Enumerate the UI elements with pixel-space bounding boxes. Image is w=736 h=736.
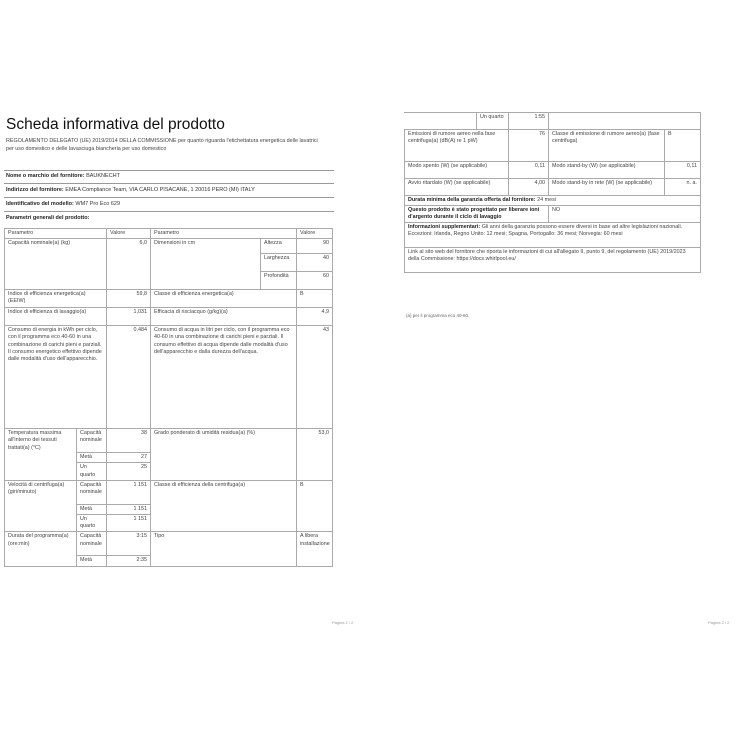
- table-cell: B: [297, 290, 333, 308]
- table-cell: 0,11: [665, 162, 701, 179]
- table-cell: Classe di efficienza energetica(a): [151, 290, 297, 308]
- footnote: (a) per il programma eco 40-60.: [406, 313, 470, 318]
- table-cell: Avvio ritardato (W) (se applicabile): [405, 179, 509, 196]
- table-cell: 53,0: [297, 429, 333, 481]
- divider: [4, 183, 334, 184]
- table-cell: Metà: [77, 504, 107, 514]
- table-row: [405, 162, 701, 179]
- table-cell: Tipo: [151, 532, 297, 566]
- table-cell: Modo stand-by in rete (W) (se applicabile): [549, 179, 665, 196]
- table-cell: 38: [107, 429, 151, 453]
- table-cell: Dimensioni in cm: [151, 239, 261, 290]
- table-cell: Un quarto: [77, 515, 107, 532]
- divider: [4, 211, 334, 212]
- table-cell: 90: [297, 239, 333, 254]
- table-cell: 25: [107, 463, 151, 480]
- column-header: Parametro: [151, 229, 297, 239]
- table-cell: 0,11: [509, 162, 549, 179]
- table-row: [405, 223, 701, 248]
- table-cell: 76: [509, 130, 549, 162]
- regulation-intro: REGOLAMENTO DELEGATO (UE) 2019/2014 DELLA COMMISSIONE per quanto riguarda l'etichettatura energetica delle lavatrici per uso domestico e delle lavasciuga biancheria per uso domestico: [6, 138, 318, 152]
- additional-info-label: Informazioni supplementari:: [408, 224, 481, 230]
- table-cell: Efficacia di risciacquo (g/kg)(a): [151, 308, 297, 326]
- table-row: [405, 130, 701, 162]
- address-label: Indirizzo del fornitore:: [6, 187, 64, 193]
- table-cell: B: [665, 130, 701, 162]
- model-label: Identificativo del modello:: [6, 201, 74, 207]
- parameters-table: [4, 228, 333, 567]
- table-cell: Classe di efficienza della centrifuga(a): [151, 480, 297, 532]
- table-cell: 4,9: [297, 308, 333, 326]
- table-row: [405, 179, 701, 196]
- table-cell: B: [297, 480, 333, 532]
- table-cell: 1 151: [107, 504, 151, 514]
- table-cell: Metà: [77, 453, 107, 463]
- model-value: WM7 Pro Eco 629: [75, 201, 121, 207]
- table-cell: 1:55: [509, 113, 549, 130]
- address-value: EMEA Compliance Team, VIA CARLO PISACANE, 1 20016 PERO (MI) ITALY: [65, 187, 255, 193]
- table-cell: 3:15: [107, 532, 151, 556]
- divider: [4, 170, 334, 171]
- table-cell: Un quarto: [477, 113, 509, 130]
- column-header: Valore: [297, 229, 333, 239]
- parameters-table-continued: [404, 112, 701, 273]
- table-header-row: [5, 229, 333, 239]
- table-cell: Larghezza: [261, 254, 297, 272]
- table-row: [5, 326, 333, 429]
- table-row: [405, 248, 701, 273]
- table-cell: Questo prodotto è stato progettato per liberare ioni d'argento durante il ciclo di lavaggio: [405, 206, 549, 223]
- table-row: [405, 113, 701, 130]
- page-number: Pagina 2 / 2: [708, 620, 730, 625]
- supplier-row: [6, 173, 120, 179]
- table-row: [5, 480, 333, 504]
- page-number: Pagina 1 / 2: [332, 620, 354, 625]
- table-cell: 0,484: [107, 326, 151, 429]
- warranty-label: Durata minima della garanzia offerta dal fornitore:: [408, 197, 536, 203]
- table-cell: Profondità: [261, 272, 297, 290]
- table-cell: Altezza: [261, 239, 297, 254]
- table-cell: NO: [549, 206, 701, 223]
- column-header: Valore: [107, 229, 151, 239]
- table-cell: 2:35: [107, 556, 151, 566]
- table-cell: Temperatura massima all'interno dei tessuti trattati(a) (°C): [5, 429, 77, 481]
- table-row: [5, 532, 333, 556]
- supplier-value: BAUKNECHT: [86, 173, 120, 179]
- table-row: [5, 308, 333, 326]
- warranty-value: 24 mesi: [537, 197, 556, 203]
- table-cell: Capacità nominale: [77, 532, 107, 556]
- table-cell: Indice di efficienza di lavaggio(a): [5, 308, 107, 326]
- table-cell: Capacità nominale: [77, 480, 107, 504]
- table-row: [5, 239, 333, 254]
- supplier-label: Nome o marchio del fornitore:: [6, 173, 85, 179]
- table-cell: n. a.: [665, 179, 701, 196]
- table-cell: 40: [297, 254, 333, 272]
- table-cell: 60: [297, 272, 333, 290]
- table-cell: Consumo di acqua in litri per ciclo, con il programma eco 40-60 in una combinazione di carichi pieni e parziali. Il consumo effettivo di acqua dipende dalle modalità d'uso dell'apparecchio e dalla durezza dell'acqua.: [151, 326, 297, 429]
- table-cell: 1 151: [107, 515, 151, 532]
- table-cell: Metà: [77, 556, 107, 566]
- table-cell: Modo stand-by (W) (se applicabile): [549, 162, 665, 179]
- table-cell: 6,0: [107, 239, 151, 290]
- table-cell: Un quarto: [77, 463, 107, 480]
- table-cell: Capacità nominale: [77, 429, 107, 453]
- table-cell: 1,031: [107, 308, 151, 326]
- table-row: [5, 290, 333, 308]
- table-cell: [405, 196, 701, 206]
- table-cell: 4,00: [509, 179, 549, 196]
- table-row: [5, 429, 333, 453]
- general-params-label: Parametri generali del prodotto:: [6, 215, 90, 221]
- table-cell: Velocità di centrifuga(a) (giri/minuto): [5, 480, 77, 532]
- table-cell: Classe di emissione di rumore aereo(a) (fase centrifuga): [549, 130, 665, 162]
- column-header: Parametro: [5, 229, 107, 239]
- table-row: [405, 196, 701, 206]
- table-cell: 1 151: [107, 480, 151, 504]
- general-params-heading: [6, 215, 89, 221]
- document-page-2: [372, 112, 736, 628]
- table-cell: 59,8: [107, 290, 151, 308]
- document-page-1: [0, 112, 366, 628]
- table-cell: Emissioni di rumore aereo nella fase centrifuga(a) (dB(A) re 1 pW): [405, 130, 509, 162]
- additional-info-value: Gli anni della garanzia possono essere diversi in base ad altre legislazioni nazionali. Eccezioni: Irlanda, Regno Unito: 12 mesi; Spagna, Portogallo: 36 mesi; Norvegia: 60 mesi: [408, 224, 683, 237]
- table-cell: 43: [297, 326, 333, 429]
- model-row: [6, 201, 120, 207]
- table-cell: Durata del programma(a) (ore:min): [5, 532, 77, 566]
- table-cell: Consumo di energia in kWh per ciclo, con il programma eco 40-60 in una combinazione di carichi pieni e parziali. Il consumo energetico effettivo dipende dalle modalità d'uso dell'apparecchio.: [5, 326, 107, 429]
- table-cell: Modo spento (W) (se applicabile): [405, 162, 509, 179]
- divider: [4, 197, 334, 198]
- table-cell: Indice di efficienza energetica(a) (EEIW): [5, 290, 107, 308]
- table-row: [405, 206, 701, 223]
- page-title: Scheda informativa del prodotto: [6, 116, 225, 133]
- table-cell: 27: [107, 453, 151, 463]
- table-cell: Grado ponderato di umidità residua(a) (%): [151, 429, 297, 481]
- table-cell: A libera installazione: [297, 532, 333, 566]
- table-cell: [405, 223, 701, 248]
- supplier-link[interactable]: Link al sito web del fornitore che riporta le informazioni di cui all'allegato II, punto 9, del regolamento (UE) 2019/2023 della Commissione: https://docs.whirlpool.eu/: [405, 248, 701, 273]
- address-row: [6, 187, 255, 193]
- table-cell: Capacità nominale(a) (kg): [5, 239, 107, 290]
